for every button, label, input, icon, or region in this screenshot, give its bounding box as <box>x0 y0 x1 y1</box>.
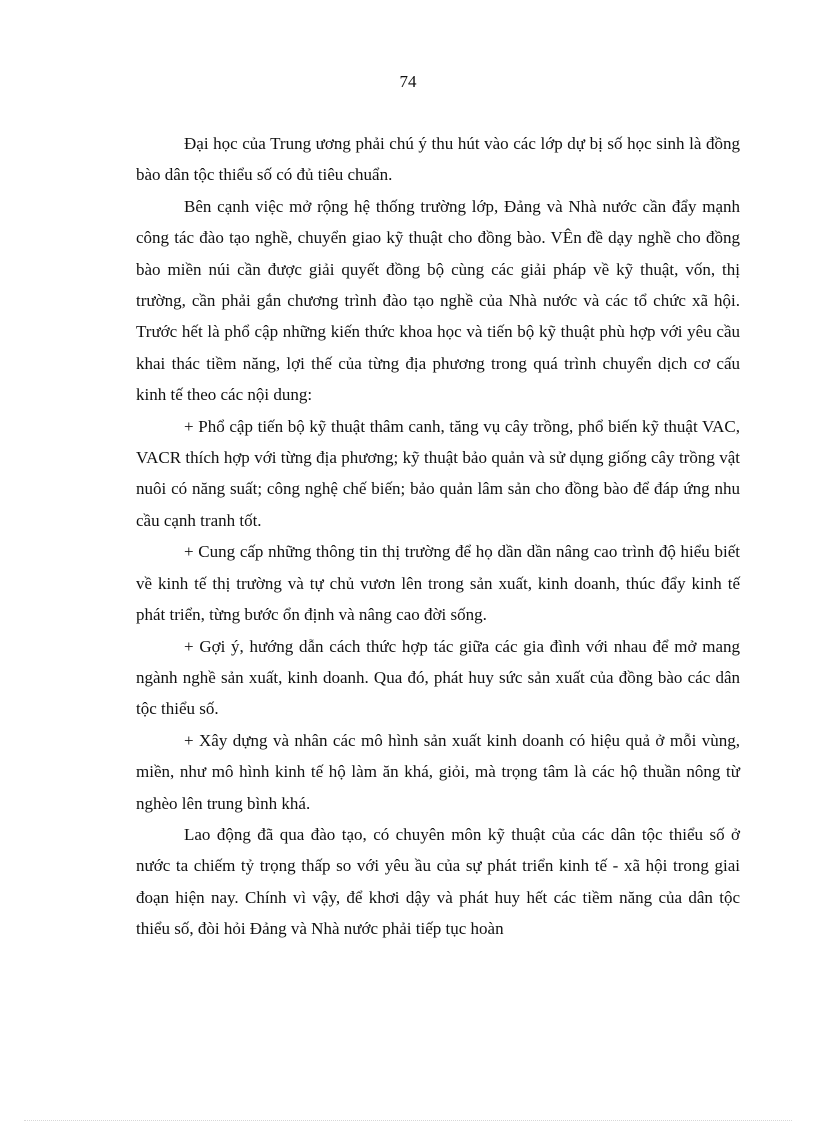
paragraph-bullet-techniques: + Phổ cập tiến bộ kỹ thuật thâm canh, tăng vụ cây trồng, phổ biến kỹ thuật VAC, VACR thích hợp với từng địa phương; kỹ thuật bảo quản và sử dụng giống cây trồng vật nuôi có năng suất; công nghệ chế biến; bảo quản lâm sản cho đồng bào để đáp ứng nhu cầu cạnh tranh tốt. <box>136 416 740 530</box>
document-body <box>136 128 740 945</box>
paragraph-labor-training: Lao động đã qua đào tạo, có chuyên môn kỹ thuật của các dân tộc thiểu số ở nước ta chiếm tỷ trọng thấp so với yêu ầu của sự phát triển kinh tế - xã hội trong giai đoạn hiện nay. Chính vì vậy, để khơi dậy và phát huy hết các tiềm năng của dân tộc thiểu số, đòi hỏi Đảng và Nhà nước phải tiếp tục hoàn <box>136 824 740 939</box>
paragraph-vocational-training: Bên cạnh việc mở rộng hệ thống trường lớp, Đảng và Nhà nước cần đẩy mạnh công tác đào tạo nghề, chuyển giao kỹ thuật cho đồng bào. VÊn đề dạy nghề cho đồng bào miền núi cần được giải quyết đồng bộ cùng các giải pháp về kỹ thuật, vốn, thị trường, cần phải gắn chương trình đào tạo nghề của Nhà nước và các tổ chức xã hội. Trước hết là phổ cập những kiến thức khoa học và tiến bộ kỹ thuật phù hợp với yêu cầu khai thác tiềm năng, lợi thế của từng địa phương trong quá trình chuyển dịch cơ cấu kinh tế theo các nội dung: <box>136 196 740 405</box>
paragraph-intro: Đại học của Trung ương phải chú ý thu hút vào các lớp dự bị số học sinh là đồng bào dân tộc thiểu số có đủ tiêu chuẩn. <box>136 134 740 185</box>
page-bottom-divider <box>24 1120 792 1121</box>
paragraph-bullet-models: + Xây dựng và nhân các mô hình sản xuất kinh doanh có hiệu quả ở mỗi vùng, miền, như mô hình kinh tế hộ làm ăn khá, giỏi, mà trọng tâm là các hộ thuần nông từ nghèo lên trung bình khá. <box>136 730 740 813</box>
paragraph-bullet-market-info: + Cung cấp những thông tin thị trường để họ dần dần nâng cao trình độ hiểu biết về kinh tế thị trường và tự chủ vươn lên trong sản xuất, kinh doanh, thúc đẩy kinh tế phát triển, từng bước ổn định và nâng cao đời sống. <box>136 542 740 625</box>
paragraph-bullet-cooperation: + Gợi ý, hướng dẫn cách thức hợp tác giữa các gia đình với nhau để mở mang ngành nghề sản xuất, kinh doanh. Qua đó, phát huy sức sản xuất của đồng bào các dân tộc thiểu số. <box>136 636 740 719</box>
page-number: 74 <box>399 72 417 91</box>
